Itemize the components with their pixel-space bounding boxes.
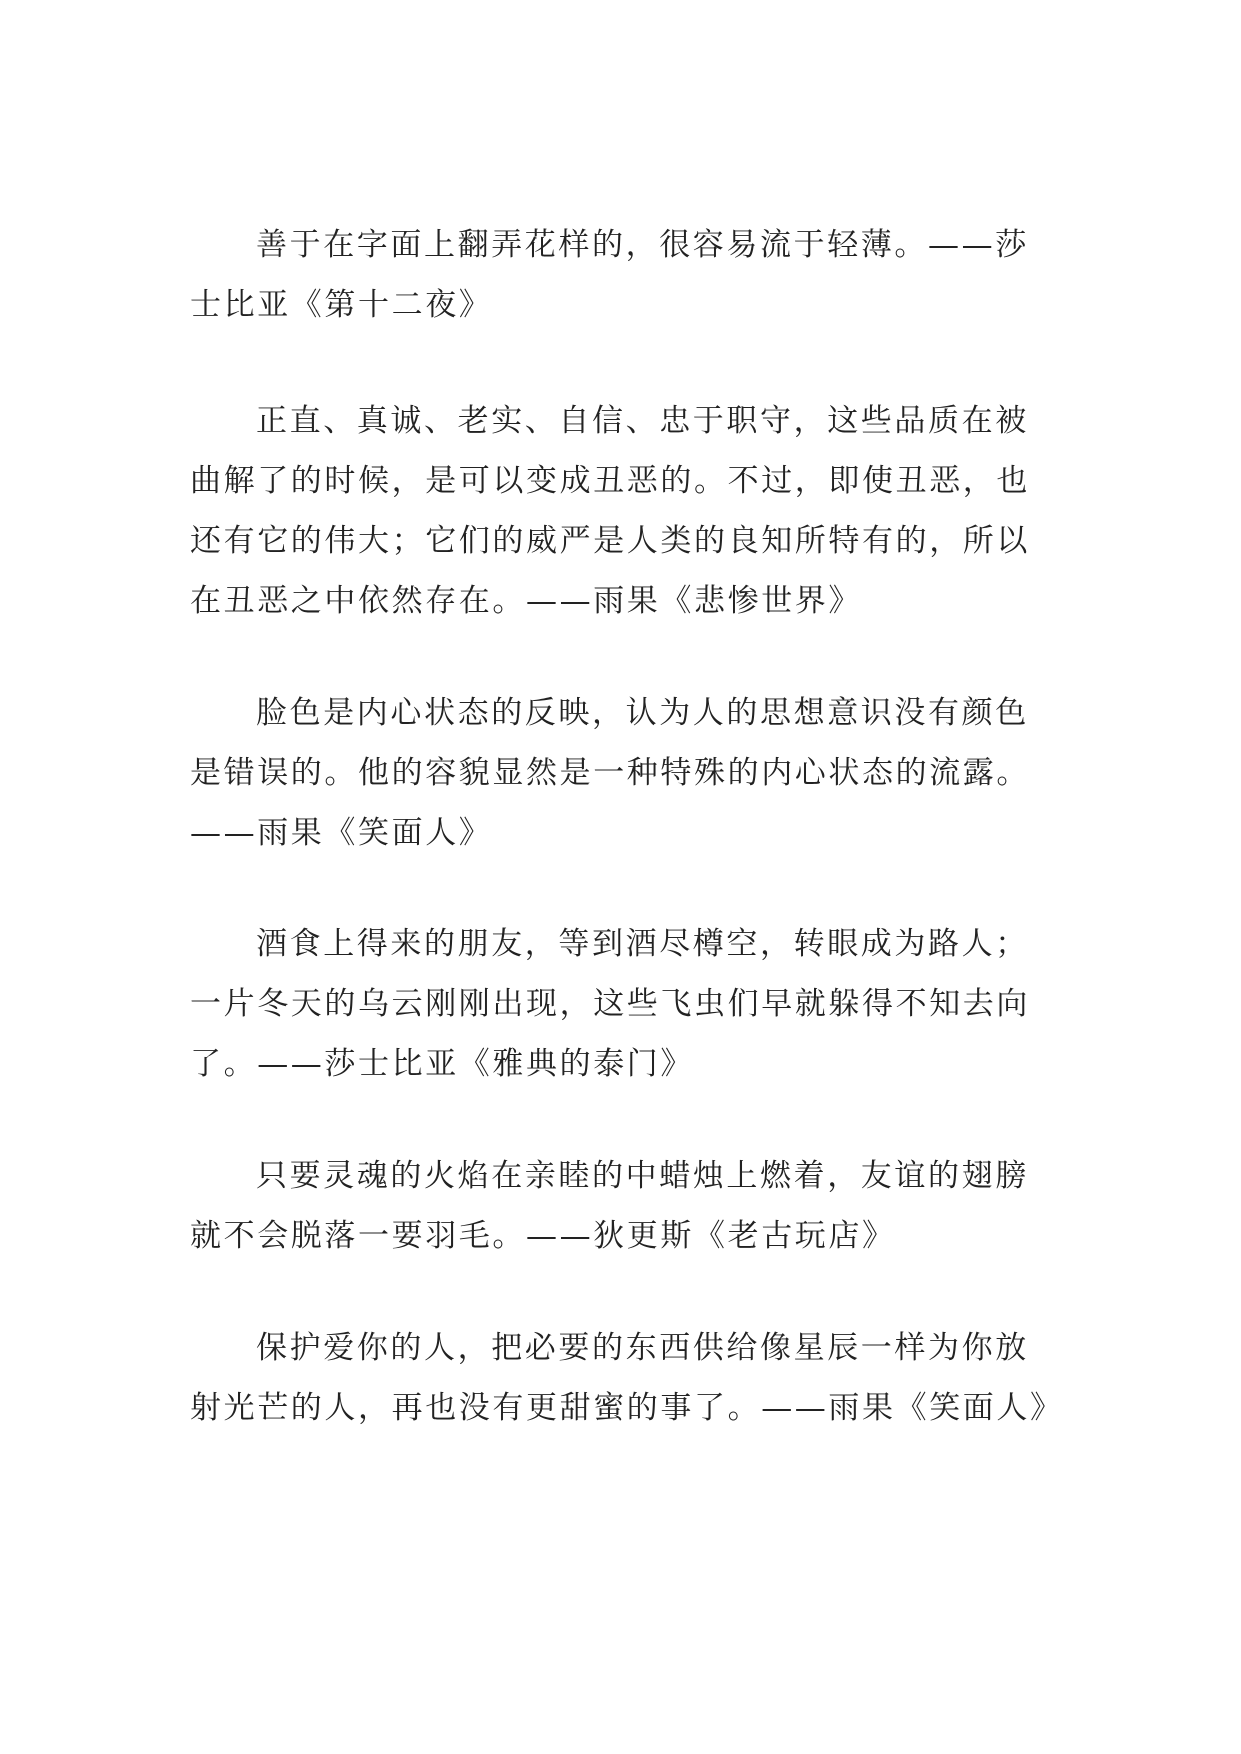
quote-paragraph: 善于在字面上翻弄花样的，很容易流于轻薄。——莎士比亚《第十二夜》 xyxy=(190,227,1029,323)
quote-paragraph: 保护爱你的人，把必要的东西供给像星辰一样为你放射光芒的人，再也没有更甜蜜的事了。——雨果《笑面人》 xyxy=(190,1330,1064,1426)
quote-paragraph: 只要灵魂的火焰在亲睦的中蜡烛上燃着，友谊的翅膀就不会脱落一要羽毛。——狄更斯《老古玩店》 xyxy=(190,1158,1029,1254)
quote-paragraph: 酒食上得来的朋友，等到酒尽樽空，转眼成为路人；一片冬天的乌云刚刚出现，这些飞虫们早就躲得不知去向了。——莎士比亚《雅典的泰门》 xyxy=(190,926,1030,1082)
quote-paragraph: 脸色是内心状态的反映，认为人的思想意识没有颜色是错误的。他的容貌显然是一种特殊的内心状态的流露。——雨果《笑面人》 xyxy=(190,695,1030,851)
quote-paragraph: 正直、真诚、老实、自信、忠于职守，这些品质在被曲解了的时候，是可以变成丑恶的。不过，即使丑恶，也还有它的伟大；它们的威严是人类的良知所特有的，所以在丑恶之中依然存在。——雨果《悲惨世界》 xyxy=(190,403,1030,619)
